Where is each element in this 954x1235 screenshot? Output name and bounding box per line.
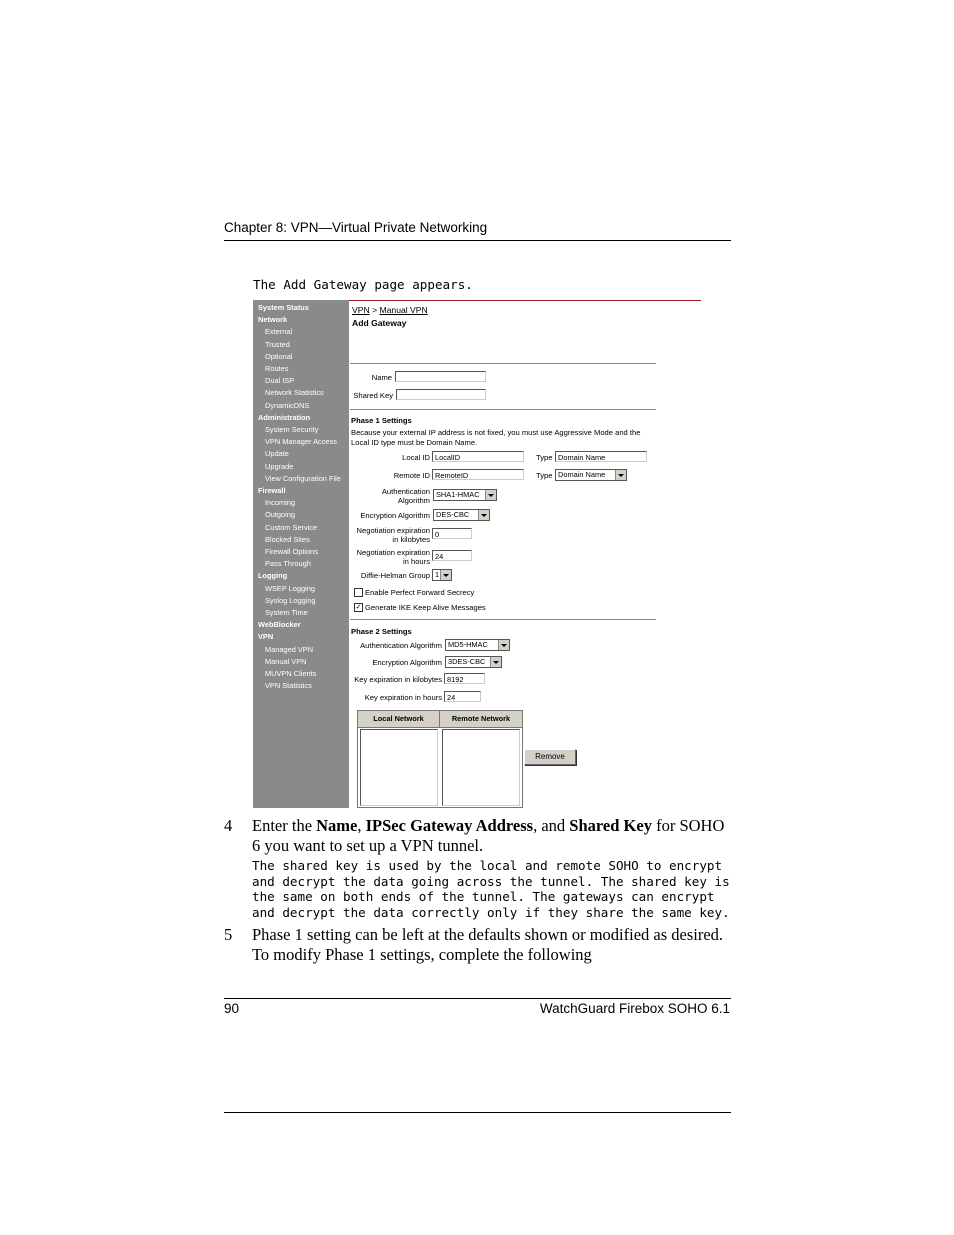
sidebar-item-administration[interactable]: Administration bbox=[258, 412, 311, 422]
sidebar-item-custom-service[interactable]: Custom Service bbox=[265, 522, 318, 532]
p2-enc-select[interactable] bbox=[445, 656, 502, 668]
network-table bbox=[357, 710, 523, 808]
neg-hours-label-line1: Negotiation expiration bbox=[356, 548, 430, 557]
auth-algorithm-value: SHA1-HMAC bbox=[436, 490, 480, 499]
chevron-down-icon bbox=[615, 470, 626, 480]
product-name: WatchGuard Firebox SOHO 6.1 bbox=[539, 1001, 730, 1016]
neg-hours-label-line2: in hours bbox=[402, 557, 430, 566]
sidebar-item-external[interactable]: External bbox=[265, 327, 293, 337]
step4-t3: , and bbox=[533, 816, 570, 835]
keepalive-label: Generate IKE Keep Alive Messages bbox=[365, 603, 486, 612]
dh-group-select[interactable] bbox=[432, 569, 452, 581]
page-title: Add Gateway bbox=[352, 318, 407, 328]
phase2-heading: Phase 2 Settings bbox=[351, 627, 412, 636]
p2-auth-label: Authentication Algorithm bbox=[360, 641, 442, 650]
footer-rule bbox=[224, 998, 731, 999]
sidebar-item-dynamicdns[interactable]: DynamicDNS bbox=[265, 400, 310, 410]
header-rule bbox=[224, 240, 731, 241]
step4-t4: for SOHO 6 you want to set up a VPN tunnel. bbox=[252, 816, 725, 855]
local-network-header: Local Network bbox=[358, 711, 440, 728]
pfs-label: Enable Perfect Forward Secrecy bbox=[365, 588, 475, 597]
remote-type-value: Domain Name bbox=[558, 470, 606, 479]
sidebar-item-view-configuration-file[interactable]: View Configuration File bbox=[265, 473, 341, 483]
step4-b3: Shared Key bbox=[569, 816, 652, 835]
local-network-list[interactable] bbox=[360, 729, 438, 806]
neg-kb-label-line1: Negotiation expiration bbox=[356, 526, 430, 535]
step4-note: The shared key is used by the local and remote SOHO to encrypt and decrypt the data going across the tunnel. The shared key is the same on both ends of the tunnel. The gateways can encrypt and decrypt the data correctly only if they share the same key. bbox=[252, 858, 730, 920]
pfs-checkbox[interactable] bbox=[354, 588, 363, 597]
sidebar-item-manual-vpn[interactable]: Manual VPN bbox=[265, 656, 307, 666]
phase1-heading: Phase 1 Settings bbox=[351, 416, 412, 425]
chevron-down-icon bbox=[490, 657, 501, 667]
step4-t1: Enter the bbox=[252, 816, 317, 835]
sidebar-item-incoming[interactable]: Incoming bbox=[265, 498, 295, 508]
page-number: 90 bbox=[224, 1001, 240, 1016]
step5-number: 5 bbox=[224, 925, 233, 944]
sidebar-item-trusted[interactable]: Trusted bbox=[265, 339, 290, 349]
remote-type-label: Type bbox=[536, 471, 553, 480]
sidebar-item-pass-through[interactable]: Pass Through bbox=[265, 559, 311, 569]
remove-button[interactable]: Remove bbox=[524, 749, 576, 765]
sidebar-item-vpn[interactable]: VPN bbox=[258, 632, 274, 642]
neg-hours-input[interactable]: 24 bbox=[432, 550, 472, 561]
top-accent-line bbox=[349, 300, 701, 301]
breadcrumb bbox=[352, 305, 428, 315]
step4-t2: , bbox=[357, 816, 366, 835]
step4-b1: Name bbox=[316, 816, 358, 835]
sidebar-item-optional[interactable]: Optional bbox=[265, 351, 293, 361]
p2-auth-value: MD5-HMAC bbox=[448, 640, 488, 649]
auth-label-line1: Authentication bbox=[381, 487, 430, 496]
divider bbox=[350, 409, 656, 410]
sidebar-item-system-status[interactable]: System Status bbox=[258, 303, 309, 312]
auth-label-line2: Algorithm bbox=[397, 496, 430, 505]
sidebar-item-outgoing[interactable]: Outgoing bbox=[265, 510, 295, 520]
dh-group-value: 1 bbox=[435, 570, 440, 579]
shared-key-input[interactable] bbox=[396, 389, 486, 400]
local-id-input[interactable]: LocalID bbox=[432, 451, 524, 462]
neg-hours-label bbox=[349, 548, 430, 566]
breadcrumb-vpn-link[interactable]: VPN bbox=[352, 305, 370, 315]
sidebar-item-wsep-logging[interactable]: WSEP Logging bbox=[265, 583, 315, 593]
sidebar-nav bbox=[253, 300, 349, 808]
add-gateway-screenshot bbox=[253, 300, 703, 808]
remote-network-list[interactable] bbox=[442, 729, 520, 806]
neg-kb-label-line2: in kilobytes bbox=[392, 535, 430, 544]
step4-b2: IPSec Gateway Address bbox=[365, 816, 534, 835]
sidebar-item-routes[interactable]: Routes bbox=[265, 364, 289, 373]
local-id-label: Local ID bbox=[402, 453, 430, 462]
sidebar-item-update[interactable]: Update bbox=[265, 449, 289, 459]
sidebar-item-system-time[interactable]: System Time bbox=[265, 608, 308, 617]
sidebar-item-vpn-statistics[interactable]: VPN Statistics bbox=[265, 681, 312, 691]
local-type-label: Type bbox=[536, 453, 553, 462]
sidebar-item-webblocker[interactable]: WebBlocker bbox=[258, 620, 301, 630]
sidebar-item-managed-vpn[interactable]: Managed VPN bbox=[265, 644, 314, 654]
chevron-down-icon bbox=[440, 570, 451, 580]
chevron-down-icon bbox=[485, 490, 496, 500]
sidebar-item-vpn-manager-access[interactable]: VPN Manager Access bbox=[265, 437, 337, 447]
encryption-algorithm-value: DES-CBC bbox=[436, 510, 470, 519]
sidebar-item-muvpn-clients[interactable]: MUVPN Clients bbox=[265, 669, 317, 678]
encryption-algorithm-select[interactable] bbox=[433, 509, 490, 521]
sidebar-item-logging[interactable]: Logging bbox=[258, 571, 288, 581]
sidebar-item-network-statistics[interactable]: Network Statistics bbox=[265, 388, 324, 398]
remote-id-label: Remote ID bbox=[393, 471, 430, 480]
step5-text: Phase 1 setting can be left at the defaults shown or modified as desired. To modify Phase 1 settings, complete the following bbox=[252, 925, 724, 964]
dh-group-label: Diffie-Helman Group bbox=[360, 571, 430, 580]
auth-algorithm-select[interactable] bbox=[433, 489, 497, 501]
local-type-input[interactable]: Domain Name bbox=[555, 451, 647, 462]
p2-kb-label: Key expiration in kilobytes bbox=[354, 675, 442, 684]
remote-id-input[interactable]: RemoteID bbox=[432, 469, 524, 480]
sidebar-item-network[interactable]: Network bbox=[258, 315, 288, 325]
keepalive-checkbox[interactable]: ✓ bbox=[355, 604, 362, 611]
p2-hours-label: Key expiration in hours bbox=[364, 693, 442, 702]
p2-auth-select[interactable] bbox=[445, 639, 510, 651]
p2-hours-input[interactable]: 24 bbox=[444, 691, 481, 702]
phase1-note: Because your external IP address is not fixed, you must use Aggressive Mode and the Local ID type must be Domain Name. bbox=[351, 428, 641, 447]
chevron-down-icon bbox=[498, 640, 509, 650]
sidebar-item-upgrade[interactable]: Upgrade bbox=[265, 461, 294, 471]
bottom-rule bbox=[224, 1112, 731, 1113]
breadcrumb-separator: > bbox=[372, 305, 378, 315]
name-input[interactable] bbox=[395, 371, 486, 382]
chapter-header: Chapter 8: VPN—Virtual Private Networking bbox=[224, 220, 488, 235]
shared-key-label: Shared Key bbox=[353, 391, 393, 400]
step4-number: 4 bbox=[224, 816, 233, 835]
sidebar-item-syslog-logging[interactable]: Syslog Logging bbox=[265, 595, 316, 605]
remote-type-select[interactable] bbox=[555, 469, 627, 481]
chevron-down-icon bbox=[478, 510, 489, 520]
intro-text: The Add Gateway page appears. bbox=[253, 277, 473, 292]
sidebar-item-dual-isp[interactable]: Dual ISP bbox=[265, 376, 295, 386]
divider bbox=[350, 363, 656, 364]
name-label: Name bbox=[371, 373, 392, 382]
sidebar-item-system-security[interactable]: System Security bbox=[265, 425, 319, 434]
sidebar-item-firewall-options[interactable]: Firewall Options bbox=[265, 547, 318, 556]
p2-enc-label: Encryption Algorithm bbox=[372, 658, 442, 667]
p2-enc-value: 3DES-CBC bbox=[448, 657, 486, 666]
remote-network-header: Remote Network bbox=[440, 711, 522, 728]
sidebar-item-blocked-sites[interactable]: Blocked Sites bbox=[265, 534, 310, 544]
neg-kb-label bbox=[349, 526, 430, 544]
breadcrumb-manual-vpn-link[interactable]: Manual VPN bbox=[379, 305, 428, 315]
auth-algorithm-label bbox=[349, 487, 430, 505]
neg-kb-input[interactable]: 0 bbox=[432, 528, 472, 539]
encryption-algorithm-label: Encryption Algorithm bbox=[360, 511, 430, 520]
divider bbox=[350, 619, 656, 620]
p2-kb-input[interactable]: 8192 bbox=[444, 673, 485, 684]
step4-text bbox=[252, 816, 732, 856]
sidebar-item-firewall[interactable]: Firewall bbox=[258, 486, 286, 495]
